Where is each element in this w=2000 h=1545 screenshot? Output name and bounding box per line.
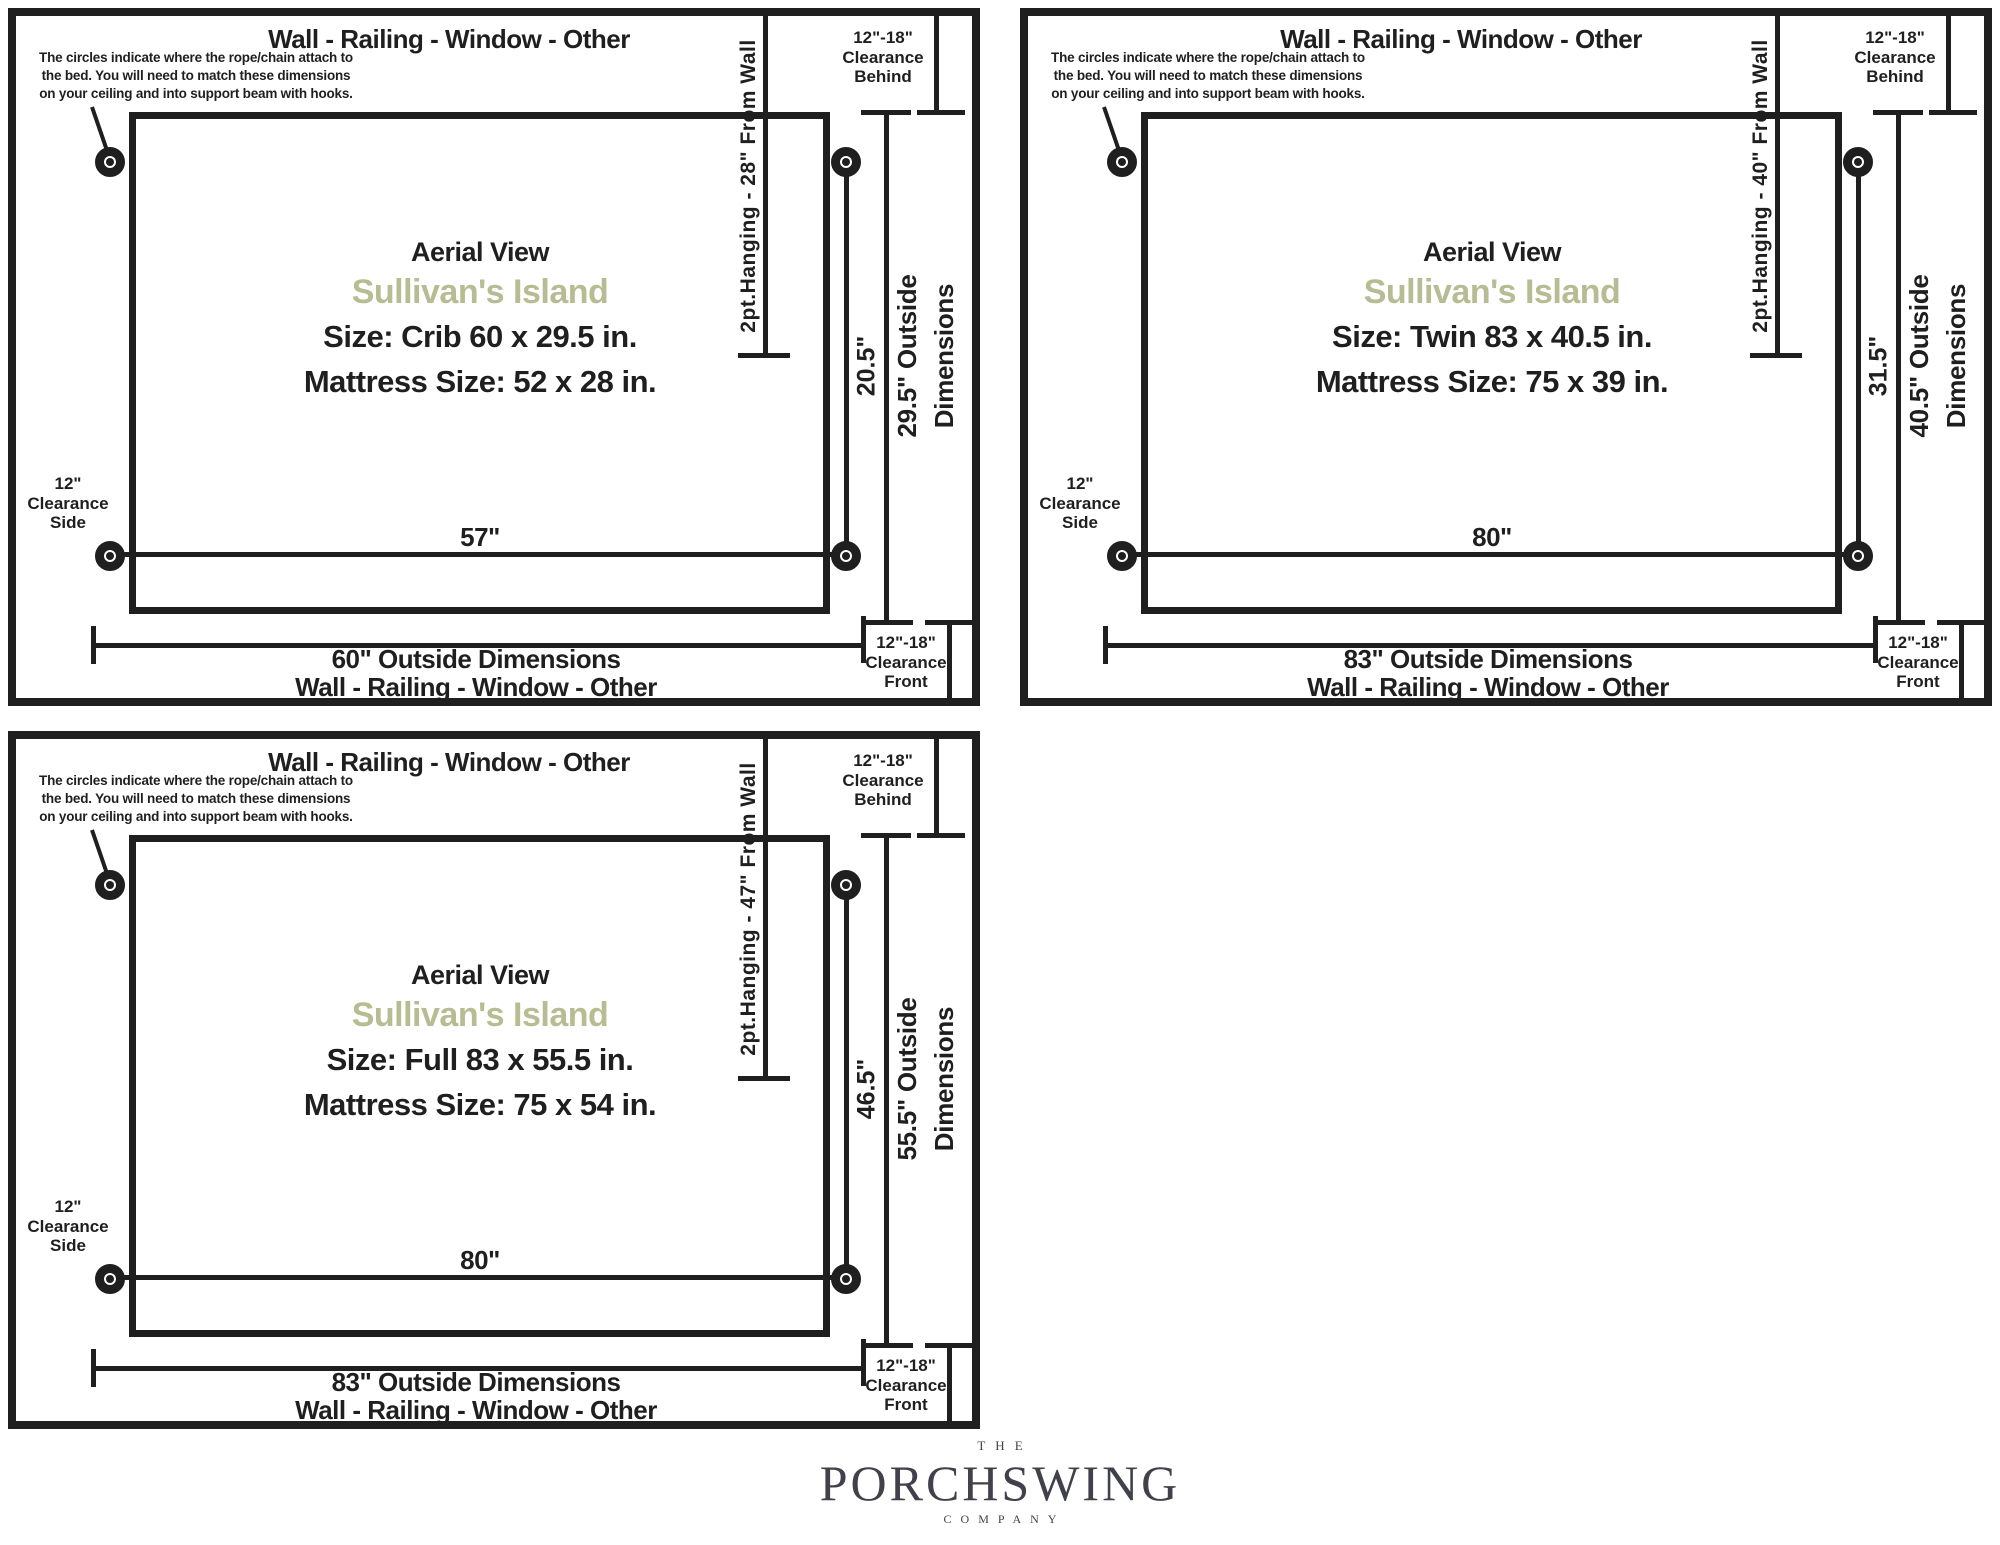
- note-line: the bed. You will need to match these dimensions: [41, 791, 351, 806]
- hang-point-dot: [842, 1275, 850, 1283]
- hang-point-circle-top-right: [1843, 147, 1873, 177]
- rope-chain-note: [22, 772, 370, 826]
- note-line: the bed. You will need to match these dimensions: [1053, 68, 1363, 83]
- hang-point-circle-top-right: [831, 870, 861, 900]
- hang-point-dot: [842, 552, 850, 560]
- clearance-behind-word: Behind: [1866, 67, 1924, 86]
- clearance-behind-word: Clearance: [842, 770, 924, 790]
- wall-label-bottom: Wall - Railing - Window - Other: [295, 1395, 657, 1425]
- outside-width-label: 60" Outside Dimensions: [331, 644, 621, 674]
- size-label: Size: Twin 83 x 40.5 in.: [1332, 319, 1652, 354]
- mattress-size-label: Mattress Size: 75 x 54 in.: [303, 1087, 657, 1122]
- wall-label-top: Wall - Railing - Window - Other: [268, 747, 630, 777]
- wall-label-top: Wall - Railing - Window - Other: [268, 24, 630, 54]
- product-name: Sullivan's Island: [1363, 273, 1621, 311]
- hang-point-circle-top-left: [1107, 147, 1137, 177]
- inner-depth-label: 20.5": [852, 335, 881, 397]
- hang-point-dot: [1118, 552, 1126, 560]
- mattress-size-label: Mattress Size: 52 x 28 in.: [303, 364, 657, 399]
- hang-point-dot: [106, 1275, 114, 1283]
- clearance-side-label: [16, 474, 120, 533]
- hang-point-connector-line: [844, 162, 849, 556]
- aerial-view-label: Aerial View: [410, 237, 550, 267]
- clearance-behind-word: Behind: [854, 67, 912, 86]
- clearance-behind-word: Clearance: [1854, 47, 1936, 67]
- outside-depth-line1: 29.5" Outside: [892, 274, 922, 438]
- outside-width-label: 83" Outside Dimensions: [331, 1367, 621, 1397]
- clearance-front-word: Front: [884, 1395, 928, 1414]
- outside-depth-top-tick: [861, 110, 911, 115]
- note-line: on your ceiling and into support beam with hooks.: [39, 86, 353, 101]
- clearance-side-value: 12": [54, 474, 82, 493]
- outside-depth-line1: 40.5" Outside: [1904, 274, 1934, 438]
- outside-depth-line2: Dimensions: [929, 1006, 959, 1152]
- outside-depth-top-tick: [1873, 110, 1923, 115]
- logo-name: PORCHSWING: [819, 1455, 1181, 1511]
- aerial-view-label: Aerial View: [1422, 237, 1562, 267]
- bed-center-text: [129, 234, 831, 404]
- hang-point-circle-bottom-left: [1107, 541, 1137, 571]
- note-line: The circles indicate where the rope/chain attach to: [39, 50, 353, 65]
- hang-point-connector-line: [844, 885, 849, 1279]
- size-label: Size: Full 83 x 55.5 in.: [326, 1042, 634, 1077]
- product-name: Sullivan's Island: [351, 273, 609, 311]
- clearance-behind-value: 12"-18": [853, 28, 913, 47]
- inner-depth-label: 31.5": [1864, 335, 1893, 397]
- clearance-behind-word: Clearance: [842, 47, 924, 67]
- clearance-front-label: [846, 633, 966, 692]
- hang-point-circle-bottom-right: [831, 541, 861, 571]
- outside-depth-label: [1901, 274, 1975, 437]
- clearance-front-label: [846, 1356, 966, 1415]
- hang-point-dot: [106, 552, 114, 560]
- outside-width-label: 83" Outside Dimensions: [1343, 644, 1633, 674]
- clearance-front-word: Front: [884, 672, 928, 691]
- note-line: the bed. You will need to match these dimensions: [41, 68, 351, 83]
- hang-point-circle-top-right: [831, 147, 861, 177]
- hang-point-dot: [842, 158, 850, 166]
- outside-depth-label: [889, 274, 963, 437]
- clearance-behind-tick: [917, 833, 965, 838]
- clearance-behind-label: [822, 28, 944, 87]
- hang-point-circle-bottom-left: [95, 1264, 125, 1294]
- diagram-panel-full: [8, 731, 980, 1429]
- hang-point-circle-top-left: [95, 147, 125, 177]
- hang-point-dot: [1854, 552, 1862, 560]
- diagram-panel-crib: [8, 8, 980, 706]
- clearance-front-value: 12"-18": [876, 633, 936, 652]
- inner-width-label: 57": [460, 522, 500, 552]
- hang-point-circle-bottom-right: [831, 1264, 861, 1294]
- clearance-behind-value: 12"-18": [853, 751, 913, 770]
- size-label: Size: Crib 60 x 29.5 in.: [323, 319, 637, 354]
- hang-point-circle-bottom-left: [95, 541, 125, 571]
- clearance-side-label: [16, 1197, 120, 1256]
- outside-depth-line2: Dimensions: [929, 283, 959, 429]
- outside-depth-top-tick: [861, 833, 911, 838]
- rope-chain-note: [22, 49, 370, 103]
- porchswing-company-logo: [0, 1438, 2000, 1527]
- hang-point-dot: [1118, 158, 1126, 166]
- hang-point-dot: [1854, 158, 1862, 166]
- wall-label-bottom: Wall - Railing - Window - Other: [295, 672, 657, 702]
- hang-point-dot: [106, 158, 114, 166]
- clearance-side-word: Side: [1062, 513, 1098, 532]
- clearance-behind-word: Behind: [854, 790, 912, 809]
- hang-point-connector-line: [1856, 162, 1861, 556]
- clearance-behind-label: [1834, 28, 1956, 87]
- product-name: Sullivan's Island: [351, 996, 609, 1034]
- clearance-front-word: Clearance: [1877, 652, 1959, 672]
- clearance-front-word: Clearance: [865, 652, 947, 672]
- aerial-view-label: Aerial View: [410, 960, 550, 990]
- clearance-side-word: Clearance: [27, 1216, 109, 1236]
- clearance-side-label: [1028, 474, 1132, 533]
- note-line: on your ceiling and into support beam with hooks.: [39, 809, 353, 824]
- hang-point-circle-top-left: [95, 870, 125, 900]
- clearance-front-word: Front: [1896, 672, 1940, 691]
- clearance-behind-tick: [917, 110, 965, 115]
- clearance-front-label: [1858, 633, 1978, 692]
- outside-depth-bottom-tick: [861, 1343, 913, 1348]
- clearance-front-word: Clearance: [865, 1375, 947, 1395]
- clearance-behind-tick: [1929, 110, 1977, 115]
- inner-width-label: 80": [1472, 522, 1512, 552]
- logo-company: COMPANY: [943, 1512, 1066, 1526]
- outside-depth-bottom-tick: [861, 620, 913, 625]
- hang-point-circle-bottom-right: [1843, 541, 1873, 571]
- wall-label-bottom: Wall - Railing - Window - Other: [1307, 672, 1669, 702]
- rope-chain-note: [1034, 49, 1382, 103]
- note-line: on your ceiling and into support beam with hooks.: [1051, 86, 1365, 101]
- clearance-front-value: 12"-18": [876, 1356, 936, 1375]
- hanging-distance-label: 2pt.Hanging - 47" From Wall: [737, 762, 760, 1056]
- wall-label-top: Wall - Railing - Window - Other: [1280, 24, 1642, 54]
- inner-depth-label: 46.5": [852, 1058, 881, 1120]
- note-line: The circles indicate where the rope/chain attach to: [1051, 50, 1365, 65]
- outside-depth-label: [889, 997, 963, 1160]
- clearance-side-word: Clearance: [27, 493, 109, 513]
- inner-width-label: 80": [460, 1245, 500, 1275]
- clearance-side-value: 12": [54, 1197, 82, 1216]
- clearance-behind-label: [822, 751, 944, 810]
- diagram-panel-twin: [1020, 8, 1992, 706]
- hang-point-dot: [842, 881, 850, 889]
- bed-center-text: [1141, 234, 1843, 404]
- hang-point-dot: [106, 881, 114, 889]
- clearance-behind-value: 12"-18": [1865, 28, 1925, 47]
- clearance-front-value: 12"-18": [1888, 633, 1948, 652]
- outside-depth-line2: Dimensions: [1941, 283, 1971, 429]
- clearance-side-word: Side: [50, 1236, 86, 1255]
- clearance-side-value: 12": [1066, 474, 1094, 493]
- note-line: The circles indicate where the rope/chain attach to: [39, 773, 353, 788]
- outside-depth-bottom-tick: [1873, 620, 1925, 625]
- mattress-size-label: Mattress Size: 75 x 39 in.: [1315, 364, 1669, 399]
- logo-the: THE: [977, 1438, 1033, 1453]
- bed-center-text: [129, 957, 831, 1127]
- hanging-distance-label: 2pt.Hanging - 40" From Wall: [1749, 39, 1772, 333]
- outside-depth-line1: 55.5" Outside: [892, 997, 922, 1161]
- hanging-distance-label: 2pt.Hanging - 28" From Wall: [737, 39, 760, 333]
- clearance-side-word: Clearance: [1039, 493, 1121, 513]
- clearance-side-word: Side: [50, 513, 86, 532]
